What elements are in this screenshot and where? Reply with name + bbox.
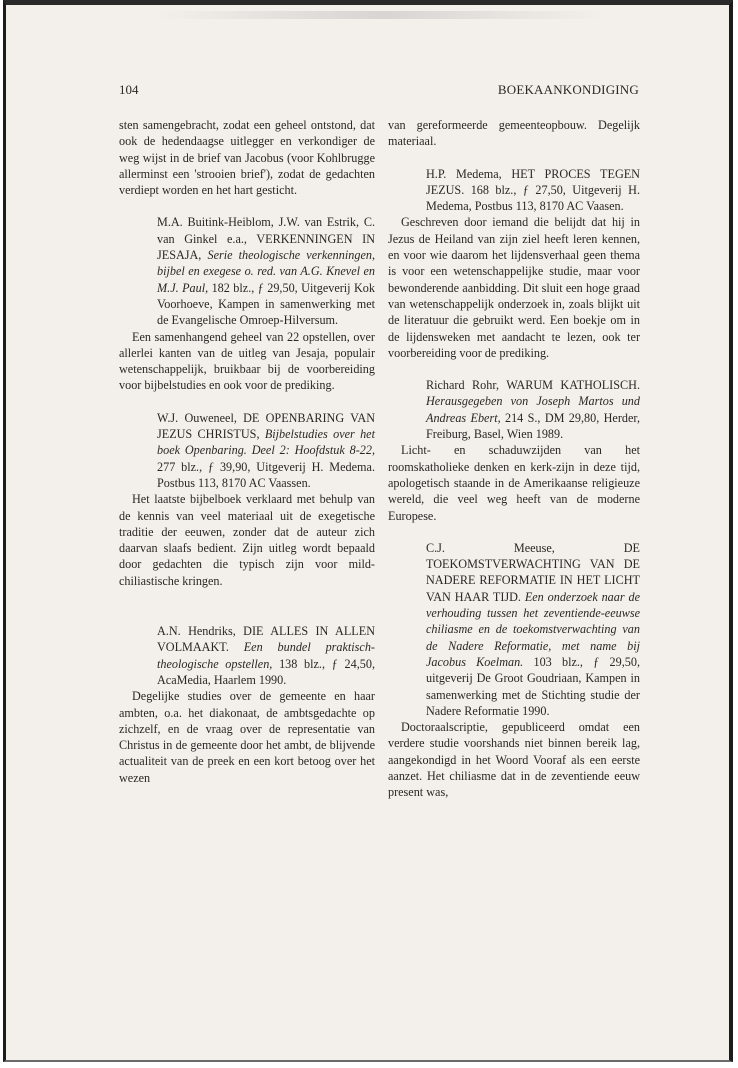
book-entry-die-alles: A.N. Hendriks, DIE ALLES IN ALLEN VOLMAAKT. Een bundel praktisch-theologische opstellen, 138 blz., ƒ 24,50, AcaMedia, Haarlem 1990. <box>157 624 375 687</box>
paragraph: Geschreven door iemand die belijdt dat hij in Jezus de Heiland van zijn ziel heeft leren kennen, en voor wie daarom het lijdensverhaal geen thema is voor een wetenschappelijke studie, maar voor bewonderende aanbidding. Dit sluit een hoge graad van wetenschappelijk onderzoek in, zoals blijkt uit de literatuur die gebruikt werd. Een boekje om in de lijdensweken met aandacht te lezen, ook ter voorbereiding voor de prediking. <box>388 215 640 360</box>
book-entry-jesaja: M.A. Buitink-Heiblom, J.W. van Estrik, C. van Ginkel e.a., VERKENNINGEN IN JESAJA, Serie theologische verkenningen, bijbel en exegese o. red. van A.G. Knevel en M.J. Paul, 182 blz., ƒ 29,50, Uitgeverij Kok Voorhoeve, Kampen in samenwerking met de Evangelische Omroep-Hilversum. <box>157 215 375 328</box>
scan-smudge <box>156 11 606 19</box>
book-entry-proces: H.P. Medema, HET PROCES TEGEN JEZUS. 168 blz., ƒ 27,50, Uitgeverij H. Medema, Postbus 113, 8170 AC Vaasen. <box>426 166 640 214</box>
book-entry-warum-katholisch: Richard Rohr, WARUM KATHOLISCH. Herausgegeben von Joseph Martos und Andreas Ebert, 214 S., DM 29,80, Herder, Freiburg, Basel, Wien 1989. <box>426 378 640 442</box>
paragraph: van gereformeerde gemeenteopbouw. Degelijk materiaal. <box>388 118 640 149</box>
paragraph: Een samenhangend geheel van 22 opstellen, over allerlei kanten van de uitleg van Jesaja, populair wetenschappelijk, bruikbaar bij de voorbereiding voor bijbelstudies en ook voor de prediking. <box>119 329 375 393</box>
right-column <box>388 117 640 801</box>
paragraph: Doctoraalscriptie, gepubliceerd omdat een verdere studie voorshands niet binnen bereik lag, aangekondigd in het Woord Vooraf als een eerste aanzet. Het chiliasme dat in de zeventiende eeuw present was, <box>388 720 640 800</box>
paragraph: Licht- en schaduwzijden van het roomskatholieke denken en kerk-zijn in deze tijd, apologetisch staande in de Amerikaanse religieuze wereld, die veel weg heeft van de moderne Europese. <box>388 443 640 523</box>
paragraph: Degelijke studies over de gemeente en haar ambten, o.a. het diakonaat, de ambtsgedachte op zichzelf, en de vraag over de representatie van Christus in de gemeente door het ambt, de blijvende actualiteit van de preek en een kort betoog over het wezen <box>119 689 375 785</box>
book-entry-openbaring: W.J. Ouweneel, DE OPENBARING VAN JEZUS CHRISTUS, Bijbelstudies over het boek Openbaring. Deel 2: Hoofdstuk 8-22, 277 blz., ƒ 39,90, Uitgeverij H. Medema. Postbus 113, 8170 AC Vaassen. <box>157 410 375 490</box>
paragraph: sten samengebracht, zodat een geheel ontstond, dat ook de hedendaagse uitlegger en verkondiger de weg wijst in de brief van Jacobus (voor Kohlbrugge allerminst een 'strooien brief'), zodat de gedachten verdiept worden en het hart gesticht. <box>119 118 375 198</box>
left-column <box>119 117 375 786</box>
page-number: 104 <box>119 82 139 97</box>
running-head: BOEKAANKONDIGING <box>497 82 639 97</box>
paragraph: Het laatste bijbelboek verklaard met behulp van de kennis van veel materiaal uit de exegetische traditie der eeuwen, zonder dat de auteur zich daarvan slaafs bedient. Zijn uitleg wordt bepaald door gedachten die typisch zijn voor mild-chiliastische kringen. <box>119 492 375 588</box>
book-entry-toekomstverwachting: C.J. Meeuse, DE TOEKOMSTVERWACHTING VAN DE NADERE REFORMATIE IN HET LICHT VAN HAAR TIJD. Een onderzoek naar de verhouding tussen het zeventiende-eeuwse chiliasme en de toekomstverwachting van de Nadere Reformatie, met name bij Jacobus Koelman. 103 blz., ƒ 29,50, uitgeverij De Groot Goudriaan, Kampen in samenwerking met de Stichting studie der Nadere Reformatie 1990. <box>426 540 640 718</box>
